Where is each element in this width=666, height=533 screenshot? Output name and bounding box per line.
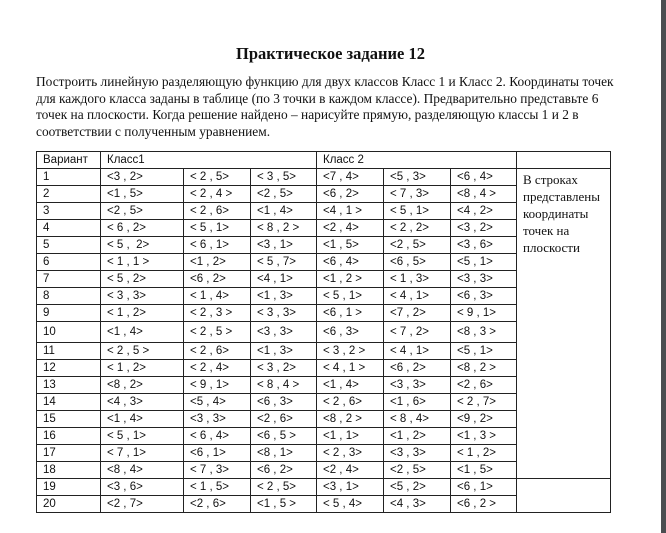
variant-number: 8	[37, 288, 101, 305]
class1-point: < 1 , 2>	[101, 360, 184, 377]
class1-point: < 1 , 2>	[101, 305, 184, 322]
variant-number: 19	[37, 479, 101, 496]
variant-number: 5	[37, 237, 101, 254]
variant-number: 15	[37, 411, 101, 428]
class2-point: <4 , 1 >	[317, 203, 384, 220]
class2-point: <6 , 4>	[451, 169, 517, 186]
class1-point: < 2 , 6>	[184, 343, 251, 360]
class2-point: < 1 , 2>	[451, 445, 517, 462]
class2-point: <6 , 2 >	[451, 496, 517, 513]
class2-point: <6 , 1>	[451, 479, 517, 496]
class1-point: < 5 , 2>	[101, 271, 184, 288]
class2-point: <1 , 4>	[317, 377, 384, 394]
class1-point: < 5 , 2>	[101, 237, 184, 254]
table-note: В строках представлены координаты точек на плоскости	[517, 169, 611, 479]
class1-point: < 1 , 5>	[184, 479, 251, 496]
class2-point: < 5 , 1>	[384, 203, 451, 220]
class2-point: <7 , 2>	[384, 305, 451, 322]
variant-number: 3	[37, 203, 101, 220]
class2-point: < 7 , 2>	[384, 322, 451, 343]
class2-point: <6 , 2>	[384, 360, 451, 377]
class2-point: < 4 , 1>	[384, 288, 451, 305]
class2-point: <7 , 4>	[317, 169, 384, 186]
class1-point: <6 , 5 >	[251, 428, 317, 445]
class1-point: <3 , 3>	[251, 322, 317, 343]
variant-number: 12	[37, 360, 101, 377]
class2-point: <9 , 2>	[451, 411, 517, 428]
class1-point: < 3 , 2>	[251, 360, 317, 377]
class1-point: <8 , 1>	[251, 445, 317, 462]
class2-point: <3 , 1>	[317, 479, 384, 496]
class1-point: < 3 , 3>	[251, 305, 317, 322]
class2-point: <6 , 3>	[451, 288, 517, 305]
class1-point: <5 , 4>	[184, 394, 251, 411]
variant-number: 7	[37, 271, 101, 288]
class1-point: <6 , 2>	[184, 271, 251, 288]
class1-point: <1 , 3>	[251, 343, 317, 360]
task-description: Построить линейную разделяющую функцию для двух классов Класс 1 и Класс 2. Координаты точек для каждого класса заданы в таблице (по 3 точки в каждом классе). Предварительно представьте 6 точек на плоскости. Когда решение найдено – нарисуйте прямую, разделяющую классы 1 и 2 в соответствии с полученным уравнением.	[36, 74, 614, 139]
class2-point: < 5 , 1>	[317, 288, 384, 305]
class1-point: <2 , 7>	[101, 496, 184, 513]
table-row	[37, 479, 611, 496]
class2-point: <8 , 2 >	[451, 360, 517, 377]
header-variant: Вариант	[37, 152, 101, 169]
class2-point: <1 , 1>	[317, 428, 384, 445]
class1-point: <6 , 3>	[251, 394, 317, 411]
class2-point: < 2 , 2>	[384, 220, 451, 237]
class2-point: <8 , 2 >	[317, 411, 384, 428]
header-class2: Класс 2	[317, 152, 517, 169]
class2-point: <2 , 4>	[317, 220, 384, 237]
class2-point: < 5 , 4>	[317, 496, 384, 513]
class2-point: <6 , 5>	[384, 254, 451, 271]
class2-point: < 8 , 4>	[384, 411, 451, 428]
class1-point: < 2 , 5 >	[101, 343, 184, 360]
class1-point: <6 , 1>	[184, 445, 251, 462]
class2-point: <5 , 3>	[384, 169, 451, 186]
class2-point: <1 , 6>	[384, 394, 451, 411]
variant-number: 17	[37, 445, 101, 462]
class1-point: <3 , 2>	[101, 169, 184, 186]
class2-point: <2 , 4>	[317, 462, 384, 479]
class2-point: <3 , 3>	[384, 377, 451, 394]
class1-point: <3 , 3>	[184, 411, 251, 428]
class2-point: < 7 , 3>	[384, 186, 451, 203]
empty-note-cell	[517, 479, 611, 513]
table-row	[37, 169, 611, 186]
class1-point: <1 , 5 >	[251, 496, 317, 513]
class1-point: <4 , 3>	[101, 394, 184, 411]
variant-number: 14	[37, 394, 101, 411]
class1-point: < 6 , 2>	[101, 220, 184, 237]
class1-point: < 2 , 6>	[184, 203, 251, 220]
class1-point: <8 , 2>	[101, 377, 184, 394]
class1-point: < 6 , 1>	[184, 237, 251, 254]
class2-point: < 2 , 3>	[317, 445, 384, 462]
variant-number: 20	[37, 496, 101, 513]
class2-point: < 4 , 1>	[384, 343, 451, 360]
header-empty	[517, 152, 611, 169]
class1-point: <4 , 1>	[251, 271, 317, 288]
class2-point: <1 , 3 >	[451, 428, 517, 445]
class2-point: <1 , 2 >	[317, 271, 384, 288]
class2-point: < 2 , 7>	[451, 394, 517, 411]
variant-number: 9	[37, 305, 101, 322]
class1-point: < 5 , 1>	[184, 220, 251, 237]
class1-point: <2 , 5>	[101, 203, 184, 220]
table-header-row	[37, 152, 611, 169]
class2-point: <5 , 1>	[451, 254, 517, 271]
class2-point: <2 , 5>	[384, 462, 451, 479]
class1-point: <2 , 5>	[251, 186, 317, 203]
class1-point: < 1 , 4>	[184, 288, 251, 305]
class1-point: <1 , 5>	[101, 186, 184, 203]
class2-point: <8 , 3 >	[451, 322, 517, 343]
class1-point: < 7 , 3>	[184, 462, 251, 479]
class1-point: < 2 , 4>	[184, 360, 251, 377]
class1-point: <6 , 2>	[251, 462, 317, 479]
class2-point: <2 , 5>	[384, 237, 451, 254]
variant-number: 16	[37, 428, 101, 445]
class1-point: < 2 , 3 >	[184, 305, 251, 322]
class2-point: <6 , 2>	[317, 186, 384, 203]
class2-point: <5 , 2>	[384, 479, 451, 496]
class2-point: <5 , 1>	[451, 343, 517, 360]
class2-point: < 1 , 3>	[384, 271, 451, 288]
class1-point: <1 , 2>	[184, 254, 251, 271]
class1-point: <2 , 6>	[251, 411, 317, 428]
class1-point: <3 , 1>	[251, 237, 317, 254]
class2-point: <4 , 2>	[451, 203, 517, 220]
variants-table	[36, 151, 611, 513]
variant-number: 6	[37, 254, 101, 271]
class1-point: < 6 , 4>	[184, 428, 251, 445]
class1-point: <1 , 4>	[101, 411, 184, 428]
variant-number: 4	[37, 220, 101, 237]
variant-number: 13	[37, 377, 101, 394]
class2-point: <2 , 6>	[451, 377, 517, 394]
variant-number: 18	[37, 462, 101, 479]
class2-point: <6 , 4>	[317, 254, 384, 271]
class2-point: < 9 , 1>	[451, 305, 517, 322]
variant-number: 1	[37, 169, 101, 186]
variant-number: 10	[37, 322, 101, 343]
class1-point: < 1 , 1 >	[101, 254, 184, 271]
class1-point: <1 , 4>	[101, 322, 184, 343]
class1-point: <3 , 6>	[101, 479, 184, 496]
variant-number: 11	[37, 343, 101, 360]
class1-point: < 7 , 1>	[101, 445, 184, 462]
class2-point: <1 , 2>	[384, 428, 451, 445]
class1-point: < 8 , 2 >	[251, 220, 317, 237]
class2-point: <1 , 5>	[451, 462, 517, 479]
class1-point: <8 , 4>	[101, 462, 184, 479]
class2-point: < 4 , 1 >	[317, 360, 384, 377]
class2-point: <1 , 5>	[317, 237, 384, 254]
page-title: Практическое задание 12	[236, 44, 425, 63]
variant-number: 2	[37, 186, 101, 203]
class1-point: < 5 , 7>	[251, 254, 317, 271]
class1-point: < 2 , 5 >	[184, 322, 251, 343]
class2-point: <3 , 2>	[451, 220, 517, 237]
class1-point: < 9 , 1>	[184, 377, 251, 394]
class1-point: < 2 , 4 >	[184, 186, 251, 203]
class1-point: < 3 , 5>	[251, 169, 317, 186]
class1-point: < 2 , 5>	[251, 479, 317, 496]
class2-point: <3 , 6>	[451, 237, 517, 254]
class1-point: <1 , 4>	[251, 203, 317, 220]
class2-point: <6 , 3>	[317, 322, 384, 343]
class2-point: <4 , 3>	[384, 496, 451, 513]
class2-point: < 2 , 6>	[317, 394, 384, 411]
class1-point: < 3 , 3>	[101, 288, 184, 305]
class1-point: <2 , 6>	[184, 496, 251, 513]
class2-point: <6 , 1 >	[317, 305, 384, 322]
class1-point: < 2 , 5>	[184, 169, 251, 186]
class2-point: <3 , 3>	[451, 271, 517, 288]
class2-point: < 3 , 2 >	[317, 343, 384, 360]
window-edge	[661, 0, 666, 533]
class2-point: <3 , 3>	[384, 445, 451, 462]
header-class1: Класс1	[101, 152, 317, 169]
class1-point: <1 , 3>	[251, 288, 317, 305]
class1-point: < 8 , 4 >	[251, 377, 317, 394]
class2-point: <8 , 4 >	[451, 186, 517, 203]
class1-point: < 5 , 1>	[101, 428, 184, 445]
